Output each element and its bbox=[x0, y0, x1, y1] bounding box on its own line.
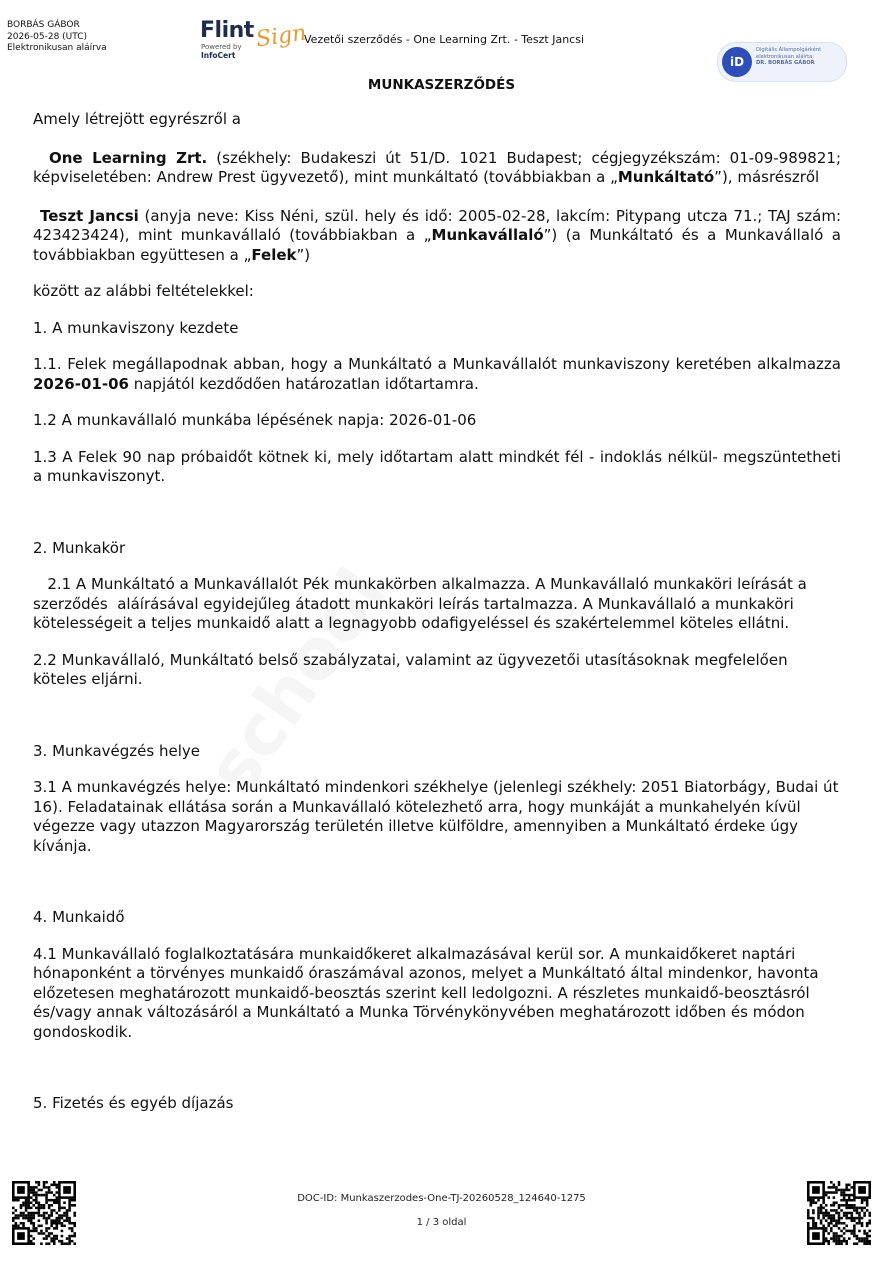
badge-text bbox=[756, 47, 821, 67]
conditions-intro: között az alábbi feltételekkel: bbox=[33, 282, 254, 300]
logo-infocert-text: InfoCert bbox=[201, 51, 236, 60]
employer-tail: ”), másrészről bbox=[714, 168, 820, 186]
doc-id: DOC-ID: Munkaszerzodes-One-TJ-20260528_124640-1275 bbox=[297, 1193, 586, 1204]
clause-1-1-text-b: napjától kezdődően határozatlan időtartamra. bbox=[128, 374, 479, 393]
employee-name: Teszt Jancsi bbox=[40, 206, 139, 225]
employee-paragraph bbox=[33, 207, 841, 266]
clause-4-1: 4.1 Munkavállaló foglalkoztatására munkaidőkeret alkalmazásával kerül sor. A munkaidőkeret naptári hónaponként a törvényes munkaidő óraszámával azonos, melyet a Munkáltató által mindenkor, havonta előzetesen meghatározott munkaidő-beosztás szerint kell ledolgozni. A részletes munkaidő-beosztásról és/vagy annak változásáról a Munkáltató a Munka Törvénykönyvében meghatározott időben és módon gondoskodik. bbox=[33, 944, 819, 1041]
section-5-heading: 5. Fizetés és egyéb díjazás bbox=[33, 1094, 234, 1112]
employer-details: (székhely: Budakeszi út 51/D. 1021 Budapest; cégjegyzékszám: 01-09-989821; képviseletében: Andrew Prest ügyvezető), mint munkáltató (továbbiakban a „ bbox=[33, 148, 841, 186]
section-4-heading: 4. Munkaidő bbox=[33, 908, 125, 926]
parties-term: Felek bbox=[251, 245, 297, 264]
section-2-heading: 2. Munkakör bbox=[33, 538, 126, 557]
page-number: 1 / 3 oldal bbox=[416, 1217, 467, 1228]
employer-name: One Learning Zrt. bbox=[49, 148, 208, 167]
signer-status: Elektronikusan aláírva bbox=[7, 43, 107, 53]
employer-paragraph bbox=[33, 149, 841, 188]
employee-mid: ”) (a Munkáltató és a Munkavállaló a továbbiakban együttesen a „ bbox=[33, 226, 842, 264]
section-3-heading: 3. Munkavégzés helye bbox=[33, 741, 200, 760]
employer-role: Munkáltató bbox=[617, 168, 715, 186]
id-badge-icon: iD bbox=[722, 47, 752, 77]
clause-2-1: 2.1 A Munkáltató a Munkavállalót Pék munkakörben alkalmazza. A Munkavállaló munkaköri leírását a szerződés aláírásával egyidejűleg átadott munkaköri leírás tartalmazza. A Munkavállaló a munkaköri kötelességeit a teljes munkaidő alatt a legnagyobb odafigyeléssel és szakértelemmel köteles ellátni. bbox=[33, 575, 812, 632]
clause-1-2: 1.2 A munkavállaló munkába lépésének napja: 2026-01-06 bbox=[33, 411, 477, 429]
employee-details: (anyja neve: Kiss Néni, szül. hely és idő: 2005-02-28, lakcím: Pitypang utcza 71.; TAJ szám: 423423424), mint munkavállaló (továbbiakban a „ bbox=[33, 206, 841, 244]
qr-code-left-icon bbox=[12, 1181, 76, 1245]
logo-powered-text: Powered by bbox=[201, 43, 242, 51]
clause-1-1-text-a: 1.1. Felek megállapodnak abban, hogy a Munkáltató a Munkavállalót munkaviszony keretében alkalmazza bbox=[33, 355, 841, 373]
badge-line-1: Digitális Állampolgárként bbox=[756, 47, 822, 53]
badge-line-3: DR. BORBÁS GÁBOR bbox=[756, 60, 815, 66]
digital-signature-badge bbox=[717, 42, 847, 82]
logo-flint-text: Flint bbox=[200, 18, 254, 43]
employee-tail: ”) bbox=[296, 245, 311, 264]
employee-role: Munkavállaló bbox=[431, 226, 544, 244]
flintsign-logo bbox=[200, 18, 308, 62]
signer-date: 2026-05-28 (UTC) bbox=[7, 31, 88, 42]
signer-name: BORBÁS GÁBOR bbox=[7, 20, 80, 30]
clause-3-1: 3.1 A munkavégzés helye: Munkáltató mindenkori székhelye (jelenlegi székhely: 2051 Biatorbágy, Budai út 16). Feladatainak ellátása során a Munkavállaló kötelezhető arra, hogy munkáját a munkahelyén kívül végezze vagy utazzon Magyarország területén illetve külföldre, amennyiben a Munkáltató érdeke úgy kívánja. bbox=[33, 778, 839, 855]
clause-1-3: 1.3 A Felek 90 nap próbaidőt kötnek ki, mely időtartam alatt mindkét fél - indoklás nélkül- megszüntetheti a munkaviszonyt. bbox=[33, 447, 841, 485]
intro-paragraph: Amely létrejött egyrészről a bbox=[33, 110, 241, 128]
qr-code-right-icon bbox=[807, 1181, 871, 1245]
header-title: Vezetői szerződés - One Learning Zrt. - Teszt Jancsi bbox=[304, 33, 585, 46]
document-title: MUNKASZERZŐDÉS bbox=[367, 77, 516, 93]
clause-2-2: 2.2 Munkavállaló, Munkáltató belső szabályzatai, valamint az ügyvezetői utasításoknak megfelelően köteles eljárni. bbox=[33, 650, 788, 688]
signer-block bbox=[7, 20, 107, 55]
clause-1-1-date: 2026-01-06 bbox=[33, 374, 129, 393]
section-1-heading: 1. A munkaviszony kezdete bbox=[33, 318, 239, 337]
badge-line-2: elektronikusan aláírta: bbox=[756, 53, 815, 60]
logo-sign-text: Sign bbox=[254, 20, 308, 53]
clause-1-1 bbox=[33, 355, 841, 394]
document-body bbox=[33, 110, 841, 1114]
